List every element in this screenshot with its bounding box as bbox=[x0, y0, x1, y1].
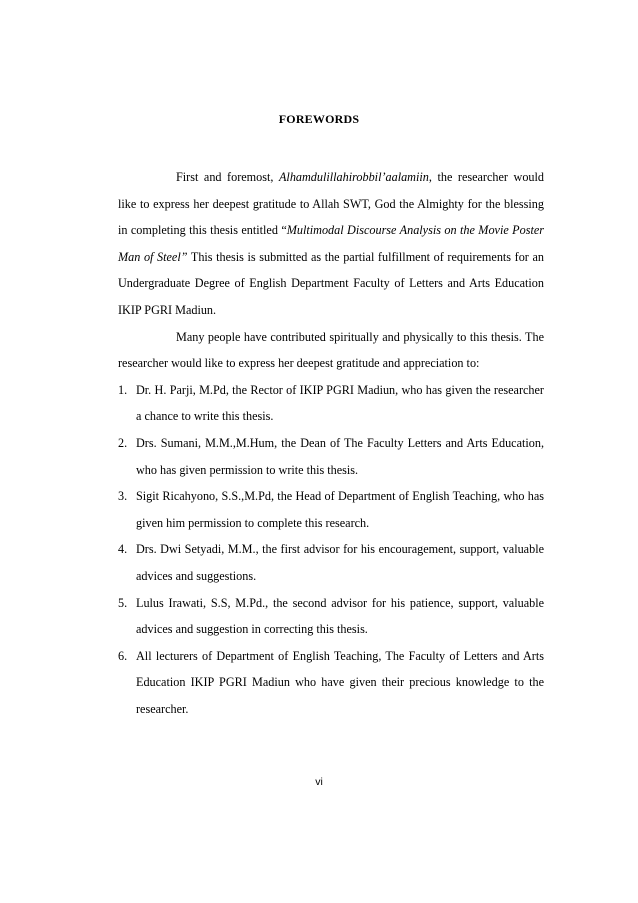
list-text: Lulus Irawati, S.S, M.Pd., the second advisor for his patience, support, valuable advices and suggestion in correcting this thesis. bbox=[136, 595, 544, 637]
acknowledgement-list bbox=[118, 377, 544, 723]
list-text: Sigit Ricahyono, S.S.,M.Pd, the Head of Department of English Teaching, who has given him permission to complete this research. bbox=[136, 489, 544, 530]
list-number: 1. bbox=[118, 382, 128, 397]
list-text: All lecturers of Department of English Teaching, The Faculty of Letters and Arts Education IKIP PGRI Madiun who have given their precious knowledge to the researcher. bbox=[136, 648, 544, 716]
list-item bbox=[118, 643, 544, 723]
list-number: 3. bbox=[118, 489, 128, 504]
list-number: 2. bbox=[118, 435, 128, 450]
list-text: Dr. H. Parji, M.Pd, the Rector of IKIP PGRI Madiun, who has given the researcher a chance to write this thesis. bbox=[136, 382, 544, 424]
intro-italic-1: Alhamdulillahirobbil’aalamiin bbox=[278, 170, 429, 184]
document-body bbox=[118, 164, 544, 722]
page-title: FOREWORDS bbox=[278, 112, 360, 126]
list-item bbox=[118, 590, 544, 643]
intro-paragraph bbox=[118, 164, 544, 324]
list-number: 4. bbox=[118, 542, 128, 557]
intro-text-2: , the researcher would like to express her deepest gratitude to Allah SWT, God the Almighty for the blessing in completing this thesis entitled “ bbox=[118, 170, 544, 238]
gratitude-paragraph: Many people have contributed spiritually and physically to this thesis. The researcher would like to express her deepest gratitude and appreciation to: bbox=[118, 329, 544, 371]
list-number: 6. bbox=[118, 648, 128, 663]
list-item bbox=[118, 483, 544, 536]
list-item bbox=[118, 430, 544, 483]
list-text: Drs. Sumani, M.M.,M.Hum, the Dean of The Faculty Letters and Arts Education, who has given permission to write this thesis. bbox=[136, 435, 544, 477]
page-number: vi bbox=[315, 776, 323, 788]
list-number: 5. bbox=[118, 595, 128, 610]
intro-text-1: First and foremost, bbox=[176, 170, 279, 184]
list-item bbox=[118, 536, 544, 589]
list-text: Drs. Dwi Setyadi, M.M., the first advisor for his encouragement, support, valuable advices and suggestions. bbox=[136, 542, 544, 583]
list-item bbox=[118, 377, 544, 430]
intro-text-3: This thesis is submitted as the partial fulfillment of requirements for an Undergraduate Degree of English Department Faculty of Letters and Arts Education IKIP PGRI Madiun. bbox=[118, 249, 544, 317]
thesis-title-italic: Multimodal Discourse Analysis on the Movie Poster Man of Steel” bbox=[118, 223, 544, 264]
